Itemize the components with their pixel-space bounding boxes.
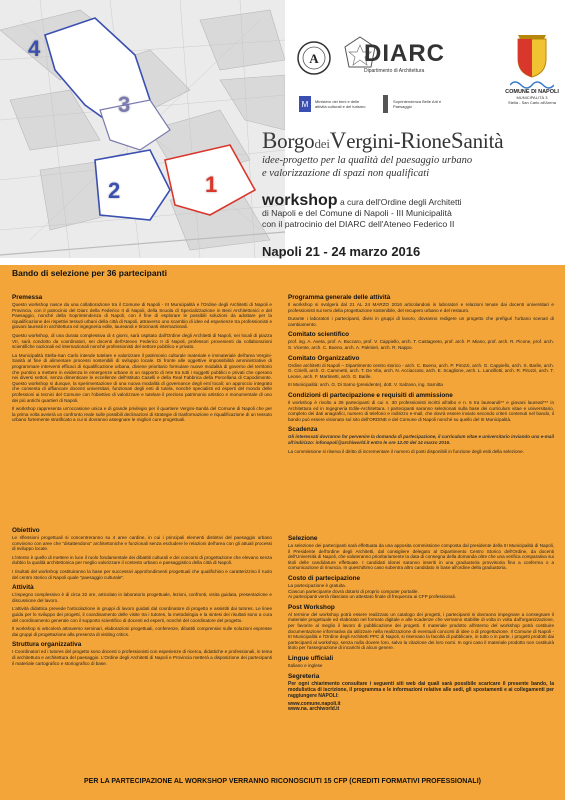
cfp-footer: PER LA PARTECIPAZIONE AL WORKSHOP VERRANNO RICONOSCIUTI 15 CFP (CREDITI FORMATIVI PROFESSIONALI)	[84, 778, 481, 785]
map-marker-4: 4	[28, 36, 41, 61]
comune-website-link[interactable]: www.comune.napoli.it	[288, 700, 341, 707]
comitato-scientifico-heading: Comitato scientifico	[288, 331, 350, 339]
right-column-bottom	[288, 531, 554, 713]
event-title: BorgodeiVergini-RioneSanità	[262, 128, 504, 153]
comune-municipalita-area: Stella - San Carlo all'Arena	[508, 100, 556, 105]
obiettivo-text-1: Le riflessioni progettuali si concentreranno su 4 aree cardine, in cui i principali elementi distintivi del paesaggio urbano convivono con aree che "disattendono" architettoniche e funzionali senza escludere le relazioni dell'area con gli attuali processi di sviluppo locale.	[12, 535, 272, 552]
lingue-text: Italiano e inglese	[288, 662, 323, 668]
district-map	[0, 0, 285, 258]
comitato-organizzativo-text-2: III Municipalità: arch. G. Di Sarno (presidente), dott. V. Salzano, ing. Sarnitta	[288, 382, 443, 388]
comune-napoli-logo	[502, 18, 562, 118]
waves-icon	[510, 79, 554, 89]
attivita-text-3: Il workshop si articolerà attraverso seminari, elaborazioni progettuali, conferenze, dibattiti comprensivi sulle soluzioni espresse dai gruppi di progettazione alla presenza di visiting critics.	[12, 626, 272, 637]
left-column-bottom	[12, 523, 272, 669]
partner-logos	[290, 18, 565, 118]
soprintendenza-logo	[382, 92, 462, 116]
soprintendenza-text: Soprintendenza Belle Arti e Paesaggio	[393, 99, 442, 109]
lingue-heading: Lingue ufficiali	[288, 654, 334, 662]
comune-municipalita: MUNICIPALITÀ 3	[516, 95, 548, 100]
costo-heading: Costo di partecipazione	[288, 574, 361, 582]
post-workshop-heading: Post Workshop	[288, 603, 335, 611]
costo-text-1: La partecipazione è gratuita.	[288, 582, 346, 588]
svg-text:A: A	[309, 51, 319, 66]
obiettivo-text-2: L'intento è quello di mettere in luce il ruolo fondamentale dei dibattiti culturali e dei concorsi di progettazione che elevano senza dubbio la qualità architettonica per meglio valorizzare il contesto urbano e paesaggistico della città di Napoli.	[12, 554, 272, 566]
archiworld-website-link[interactable]: www.na. archiworld.it	[288, 706, 340, 713]
event-subtitle-1: idee-progetto per la qualità del paesaggio urbano	[262, 155, 473, 166]
workshop-line2: di Napoli e del Comune di Napoli - III Municipalità	[262, 208, 452, 218]
workshop-block	[262, 192, 562, 230]
costo-text-2: Ciascun partecipante dovrà dotarsi di proprio computer portatile.	[288, 588, 419, 594]
attivita-text-2: L'attività didattica prevede l'articolazione in gruppi di lavoro guidati dal coordinatore di progetto e assistiti dai tutores. Le linee guida per lo sviluppo dei progetti, il coordinamento delle visite tra i tutores, la metodologia e la sintesi dei risultati sono a cura del coordinamento generale con il supporto scientifico di docenti ed esperti, nonché del coordinatore del progetto.	[12, 606, 272, 623]
svg-text:M: M	[301, 100, 309, 109]
map-marker-2: 2	[108, 178, 121, 203]
struttura-heading: Struttura organizzativa	[12, 641, 82, 649]
diarc-logo	[364, 36, 474, 80]
left-column-top	[12, 290, 272, 426]
attivita-heading: Attività	[12, 584, 34, 592]
post-workshop-text: Al termine del workshop potrà essere realizzato un catalogo dei progetti, i partecipanti si dovranno impegnare a consegnare il materiale progettuale ed elaborato nel formato digitale e alle scadenze che verranno stabilite di volta in volta dall'organizzazione, per favorire al meglio il lavoro di pubblicazione dei progetti. Il materiale prodotto all'interno del workshop potrà costituire documentazione informativa da utilizzare nella realizzazione di eventuali concorsi di idee o di progettazione. Il Comune di Napoli - III Municipalità e l'Ordine degli Architetti PPC di Napoli, si riservano la facoltà di pubblicare, in tutto o in parte, i progetti prodotti dai partecipanti al workshop, senza nulla dovere loro, salvo la citazione dei loro nomi. In ogni caso il materiale prodotto non costituirà titolo per l'assegnazione di incarichi di alcun genere.	[288, 611, 554, 651]
mibact-logo	[298, 92, 368, 116]
obiettivo-heading: Obiettivo	[12, 527, 40, 534]
selezione-text: La selezione dei partecipanti sarà effettuata da una apposita commissione composta dal presidente della III Municipalità di Napoli, il Presidente dell'ordine degli Architetti, dal consigliere delegato al Dipartimento Centro Storico dell'Ordine, da docenti dell'Università di Napoli, che valuteranno prioritariamente la data di consegna della domanda oltre che una verifica comparativa sui titoli delle candidature effettuate. I candidati idonei saranno inseriti in una graduatoria provvisoria fino a conferma o a comunicazione di rinuncia. In quest'ultimo caso subentra altro candidato in base all'ordine della graduatoria.	[288, 543, 554, 571]
condizioni-heading: Condizioni di partecipazione e requisiti di ammissione	[288, 391, 453, 399]
premessa-text-2: Questo workshop, di una durata complessiva di 4 giorni, sarà ospitato dall'Ordine degli Architetti di Napoli, nei locali di piazza VII, sarà condotto da coordinatori, sei docenti dell'Ateneo Federico II di Napoli, professori provenienti da collaborazioni scientifiche nazionali ed internazionali nonché professionisti del settore pubblico e privato.	[12, 332, 272, 350]
map-marker-3: 3	[118, 92, 131, 117]
workshop-line1: a cura dell'Ordine degli Architetti	[339, 197, 462, 207]
comitato-scientifico-text: prof. ing. A. Aveta, prof. A. Buccaro, prof. V. Cappiello, arch. T. Castagneto, prof. arch. P. Miano, prof. arch. R. Picone, prof. arch. S. Vicente, arch. C. Bueno, arch. A. Palmieri, arch. R. Nappo.	[288, 339, 554, 350]
scadenza-heading: Scadenza	[288, 426, 318, 434]
condizioni-text: Il workshop è rivolto a 36 partecipanti di cui n. 30 professionisti iscritti all'albo e n. 6 tra laureandi** e giovani laureati*** in Architettura ed in Ingegneria Edile-Architettura. I partecipanti saranno selezionati sulla base dei curriculum vitae e universitario, completo dei dati anagrafici, numero di telefono e indirizzo e-mail, che dovrà essere inviato secondo criteri contenuti nel bando, il bando può essere visionato sul sito dell'ORDINE e del Comune di Napoli nonché su quello del III Municipalità.	[288, 399, 554, 422]
comune-name: COMUNE DI NAPOLI	[505, 89, 559, 95]
comitato-organizzativo-text-1: Ordine architetti di Napoli – Dipartimento centro storico - arch. C. Bueno, arch. P. Pirozzi, arch. G. Cappiello, arch. S. Barile, arch. G. Cirielli, arch. G. Cammetti, arch. T. De Vita, arch. N. Acciaccato, arch. E. Scaglione, arch. L. Lanzillotti, arch. R. Pirozzi, arch. T. Leone, arch. F. Martinetti, arch. G. Barile.	[288, 362, 554, 379]
map-street-grid	[0, 0, 285, 258]
title-block	[262, 128, 562, 180]
premessa-text-1: Questo workshop nasce da una collaborazione tra il Comune di Napoli - III Municipalità e l'Ordine degli Architetti di Napoli e Provincia, con il patrocinio del Diarc della Federico II di Napoli, della Scuola di Specializzazione in Beni Architettonici e del Paesaggio, nonché della Soprintendenza di Napoli, con il fine di esplorare le possibili soluzioni da adottare per la riqualificazione dei rispettivi tessuti urbani della città di Napoli, attraverso uno scambio di idee ed esperienze tra professionisti e giovani laureati in architettura ed ingegneria edile, laureandi e tirocinanti internazionali.	[12, 302, 272, 330]
programma-heading: Programma generale delle attività	[288, 294, 391, 301]
workshop-line3: con il patrocinio del DIARC dell'Ateneo Federico II	[262, 219, 455, 229]
programma-text-1: Il workshop si svolgerà dal 21 AL 24 MARZO 2016 articolandosi in laboratori e relazioni tenute dai docenti universitari e professionisti sui temi della progettazione sostenibile, del recupero urbano e del restauro.	[288, 302, 554, 313]
segreteria-heading: Segreteria	[288, 672, 320, 680]
bando-heading: Bando di selezione per 36 partecipanti	[12, 268, 167, 278]
ordine-architetti-logo	[294, 38, 334, 78]
premessa-text-3: La Municipalità Stella-San Carlo intende tutelare e valorizzare il patrimonio culturale materiale e immateriale dell'area Vergini-Sanità al fine di alimentare processi sostenibili di sviluppo locale. Di fronte alle oggettive impossibilità amministrative di programmare interventi efficaci di riqualificazione urbana, diviene prioritario formulare nuove modalità di governo del territorio che puntino a mettere in evidenza le emergenze urbane in un rapporto di rete tra tutti i soggetti pubblici e privati che operano nei diversi settori, senza dimenticare le eccellenze dell'Istituto Caselli e della Real Fabbrica della Porcellana di Capodimonte. Questo workshop si dunque, la sperimentazione di una nuova modalità di governance degli enti locali; un approccio integrato che consenta di affiancare docenti universitari, funzionari degli enti di tutela, nonché specialisti ed esperti del mondo delle professioni ai tecnici del Comune con l'obiettivo di valorizzare e tutelare il prezioso patrimonio artistico e monumentale di uno dei più antichi quartieri di Napoli.	[12, 352, 272, 403]
comune-crest-icon	[512, 31, 552, 79]
comitato-organizzativo-heading: Comitato Organizzativo	[288, 354, 360, 362]
scadenza-text-1: Gli interessati dovranno far pervenire la domanda di partecipazione, il curriculum vitae e universitario inviando una e-mail all'indirizzo: infonapoli@archiworld.it entro le ore 12.00 del 14 marzo 2016.	[288, 434, 555, 445]
costo-text-3: Ai partecipanti verrà rilasciato un attestato finale di frequenza ai CFP professionali.	[288, 594, 456, 600]
scadenza-text-2: La commissione si riserva il diritto di incrementare il numero di posti disponibili in funzione degli esiti della selezione.	[288, 448, 524, 454]
programma-text-2: Durante i laboratori i partecipanti, divisi in gruppi di lavoro, dovranno redigere un progetto che prefiguri l'urbano scenari di cambiamento.	[288, 316, 554, 327]
right-column-top	[288, 290, 554, 457]
event-subtitle-2: e valorizzazione di spazi non qualificati	[262, 168, 430, 179]
map-marker-1: 1	[205, 172, 218, 197]
selezione-heading: Selezione	[288, 535, 318, 542]
premessa-text-4: Il workshop rappresenta un'occasione unica e di grande privilegio per il quartiere Vergini-Sanità del Comune di Napoli che per la prima volta avvierà un confronto reale sulle possibili declinazioni di strategie di trasformazione e riqualificazione di un tessuto urbano fortemente stratificato a cui si dovranno assegnare le migliori cure progettuali.	[12, 406, 272, 423]
premessa-heading: Premessa	[12, 294, 43, 301]
diarc-wordmark: DIARC	[364, 40, 445, 67]
workshop-word: workshop	[262, 192, 338, 209]
segreteria-text: Per ogni chiarimento consultare i seguenti siti web dai quali sarà possibile scaricare il presente bando, la modulistica di iscrizione, il programma e le informazioni relative alle sedi, gli spostamenti e ai collegamenti per raggiungere NAPOLI:	[288, 680, 554, 699]
diarc-subtitle: Dipartimento di Architettura	[364, 68, 425, 74]
attivita-text-1: L'impegno complessivo è di circa 32 ore, articolato in laboratorio progettuale, lezioni, confronti, visita guidata, presentazione e discussione del lavoro.	[12, 592, 272, 603]
mibact-text: Ministero dei beni e delle attività culturali e del turismo	[315, 99, 366, 109]
obiettivo-text-3: I risultati del workshop costituiranno la base per successivi approfondimenti progettuali che qualifichino e caratterizzino il ruolo del centro storico di Napoli quale "paesaggio culturale".	[12, 568, 272, 580]
struttura-text-1: I Coordinatori ed i tutores del progetto sono docenti o professionisti con esperienze di ricerca, didattiche e professionali, in tema di architettura e architettura del paesaggio. L'Ordine degli Architetti di Napoli e Provincia metterà a disposizione dei partecipanti il materiale cartografico e storiografico di base.	[12, 649, 272, 666]
event-dates: Napoli 21 - 24 marzo 2016	[262, 244, 421, 259]
